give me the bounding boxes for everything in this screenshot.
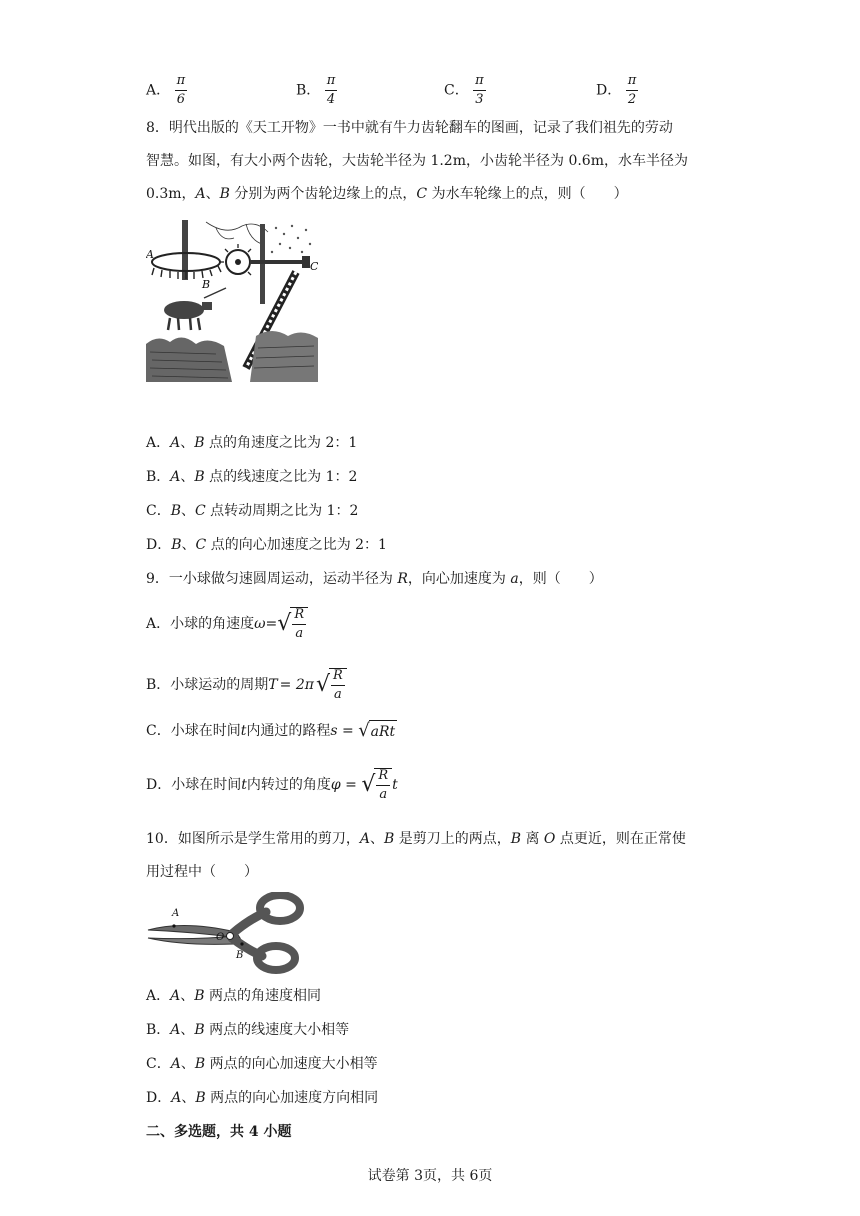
q8-stem-line-1: 8．明代出版的《天工开物》一书中就有牛力齿轮翻车的图画，记录了我们祖先的劳动 bbox=[146, 120, 673, 136]
q9-option-c: C． 小球在时间 t 内通过的路程 s = √ aRt bbox=[146, 720, 396, 741]
figure-label-a: A bbox=[146, 248, 154, 261]
page-footer: 试卷第 3页，共 6页 bbox=[367, 1168, 493, 1184]
figure-label-c: C bbox=[310, 260, 318, 273]
scissors-illustration bbox=[144, 892, 306, 974]
scissors-label-o: O bbox=[216, 932, 225, 943]
figure-label-b: B bbox=[202, 278, 211, 291]
q7-option-d: D． $\frac{\pi}{2}$ bbox=[596, 73, 637, 107]
q9-stem: 9．一小球做匀速圆周运动，运动半径为 R，向心加速度为 a，则（ ） bbox=[146, 571, 603, 587]
q10-option-d: D．A、B 两点的向心加速度方向相同 bbox=[146, 1090, 379, 1106]
q10-scissors-figure bbox=[144, 892, 306, 974]
q8-option-c: C．B、C 点转动周期之比为 1：2 bbox=[146, 503, 359, 519]
q10-option-a: A．A、B 两点的角速度相同 bbox=[146, 988, 321, 1004]
q9-option-a: A． 小球的角速度 ω = √ $\frac{R}{a}$ bbox=[146, 607, 308, 641]
sqrt-symbol: √ $\frac{R}{a}$ bbox=[277, 607, 308, 641]
scissors-label-a: A bbox=[172, 908, 180, 919]
q10-stem-line-1: 10．如图所示是学生常用的剪刀，A、B 是剪刀上的两点，B 离 O 点更近，则在正常使 bbox=[146, 831, 686, 847]
q8-option-a: A．A、B 点的角速度之比为 2：1 bbox=[146, 435, 358, 451]
q9-option-d: D． 小球在时间 t 内转过的角度 φ = √ $\frac{R}{a}$ t bbox=[146, 768, 398, 802]
q9-option-b: B． 小球运动的周期 T = 2π √ $\frac{R}{a}$ bbox=[146, 668, 347, 702]
q7-option-c: C． $\frac{\pi}{3}$ bbox=[444, 73, 484, 107]
q8-waterwheel-figure bbox=[146, 218, 318, 382]
scissors-label-b: B bbox=[236, 950, 244, 961]
q10-option-b: B．A、B 两点的线速度大小相等 bbox=[146, 1022, 350, 1038]
section-2-title: 二、多选题，共 4 小题 bbox=[146, 1124, 292, 1140]
waterwheel-illustration bbox=[146, 218, 318, 382]
sqrt-symbol: √ aRt bbox=[358, 720, 396, 741]
q8-stem-line-3: 0.3m，A、B 分别为两个齿轮边缘上的点，C 为水车轮缘上的点，则（ ） bbox=[146, 186, 628, 202]
sqrt-symbol: √ $\frac{R}{a}$ bbox=[316, 668, 347, 702]
q7-option-b: B． $\frac{\pi}{4}$ bbox=[296, 73, 336, 107]
q8-option-d: D．B、C 点的向心加速度之比为 2：1 bbox=[146, 537, 387, 553]
q10-stem-line-2: 用过程中（ ） bbox=[146, 864, 258, 880]
q8-stem-line-2: 智慧。如图，有大小两个齿轮，大齿轮半径为 1.2m，小齿轮半径为 0.6m，水车半径为 bbox=[146, 153, 688, 169]
sqrt-symbol: √ $\frac{R}{a}$ bbox=[361, 768, 392, 802]
q7-option-a: A． $\frac{\pi}{6}$ bbox=[146, 73, 186, 107]
q10-option-c: C．A、B 两点的向心加速度大小相等 bbox=[146, 1056, 378, 1072]
q8-option-b: B．A、B 点的线速度之比为 1：2 bbox=[146, 469, 358, 485]
